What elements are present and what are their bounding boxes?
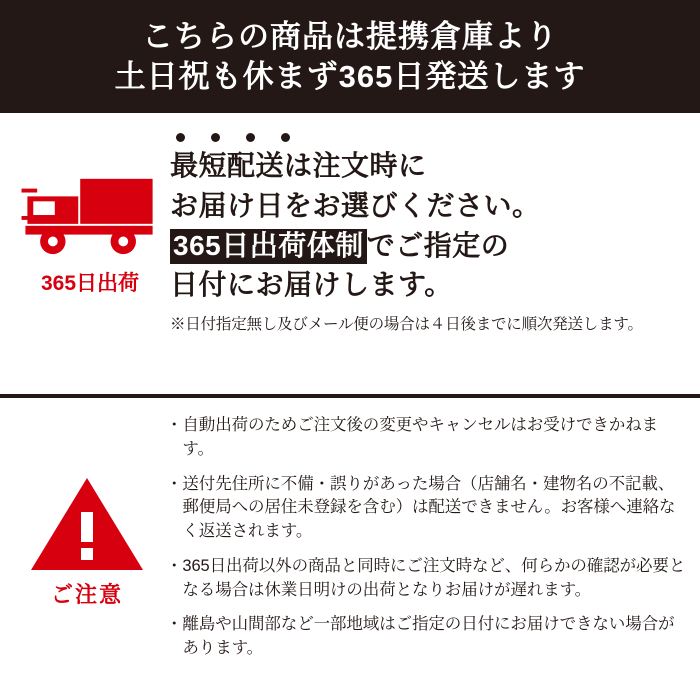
bullet-marker: ・ <box>166 416 183 434</box>
delivery-line-3-highlight: 365日出荷体制 <box>170 229 367 264</box>
list-item-text: 自動出荷のためご注文後の変更やキャンセルはお受けできかねます。 <box>182 416 659 458</box>
header-line-2: 土日祝も休まず365日発送します <box>114 58 586 94</box>
header-line-1: こちらの商品は提携倉庫より <box>142 18 558 54</box>
dot-2 <box>211 133 220 142</box>
banner-header <box>0 0 700 113</box>
bullet-marker: ・ <box>166 556 183 575</box>
delivery-note: ※日付指定無し及びメール便の場合は４日後までに順次発送します。 <box>170 316 643 333</box>
dot-1 <box>176 133 185 142</box>
list-item <box>166 613 688 661</box>
delivery-line-3-rest: でご指定の <box>366 229 510 261</box>
dot-3 <box>246 133 255 142</box>
caution-section <box>0 398 700 700</box>
bullet-marker: ・ <box>166 474 183 493</box>
bullet-marker: ・ <box>166 615 183 634</box>
decorative-dots <box>176 133 690 142</box>
caution-list <box>166 412 688 690</box>
list-item-text: 離島や山間部など一部地域はご指定の日付にお届けできない場合があります。 <box>182 615 675 657</box>
truck-block <box>10 125 170 388</box>
list-item <box>166 473 688 544</box>
list-item <box>166 555 688 603</box>
dot-4 <box>281 133 290 142</box>
delivery-section <box>0 113 700 398</box>
list-item <box>166 414 688 462</box>
caution-caption: ご注意 <box>50 582 123 607</box>
delivery-line-1: 最短配送は注文時に <box>170 150 427 181</box>
delivery-text-block <box>170 125 690 388</box>
delivery-truck-icon <box>20 171 160 261</box>
warning-triangle-icon <box>29 474 145 574</box>
delivery-line-3 <box>170 226 690 266</box>
truck-caption: 365日出荷 <box>40 272 140 295</box>
delivery-line-4: 日付にお届けします。 <box>170 269 453 301</box>
delivery-line-2: お届け日をお選びください。 <box>170 189 541 221</box>
list-item-text: 送付先住所に不備・誤りがあった場合（店舗名・建物名の不記載、郵便局への居住未登録を含む）は配送できません。お客様へ連絡なく返送されます。 <box>182 474 676 540</box>
caution-block <box>8 412 166 690</box>
list-item-text: 365日出荷以外の商品と同時にご注文時など、何らかの確認が必要となる場合は休業日明けの出荷となりお届けが遅れます。 <box>182 556 686 599</box>
